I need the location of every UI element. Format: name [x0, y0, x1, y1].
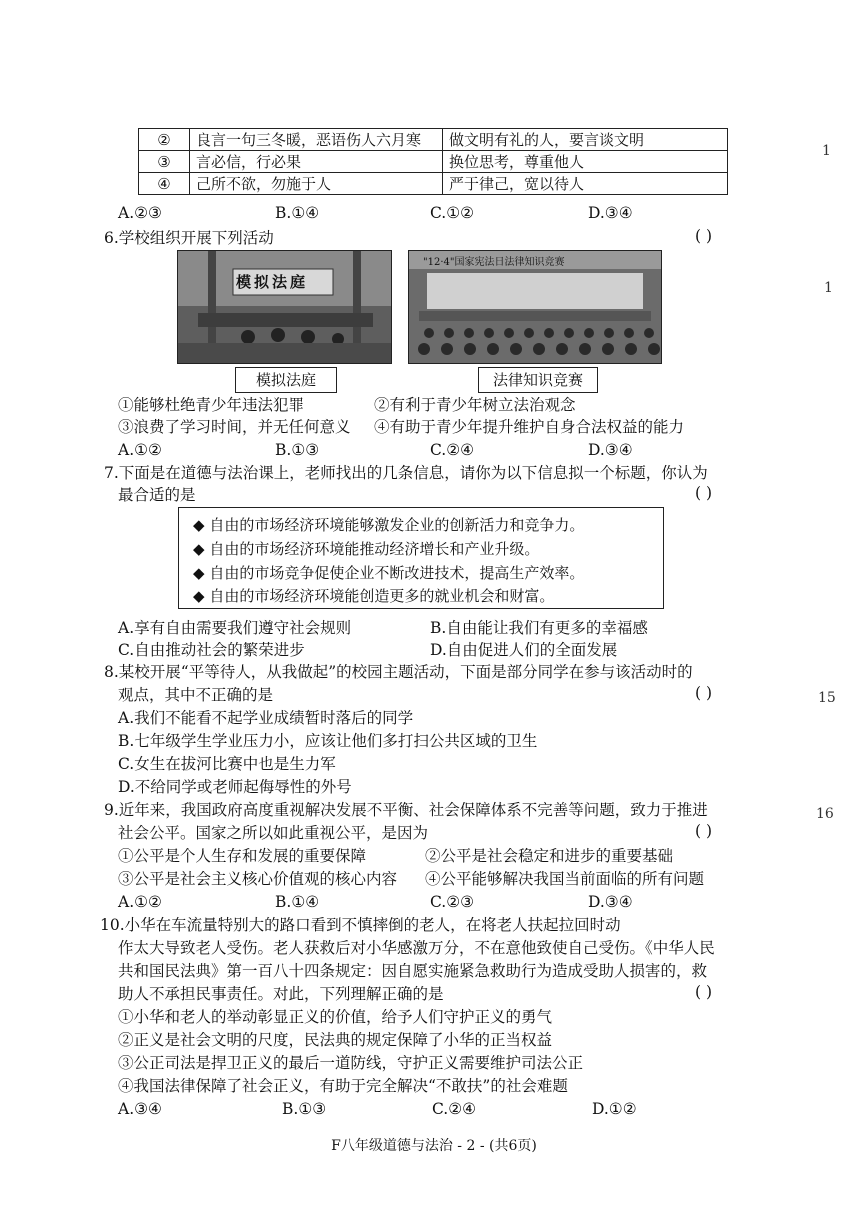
- q8-stem-line2: 观点，其中不正确的是: [118, 686, 274, 704]
- option-d: D.③④: [588, 441, 633, 459]
- q10-statement-1: ①小华和老人的举动彰显正义的价值，给予人们守护正义的勇气: [118, 1008, 553, 1026]
- q7-stem-line1: 7.下面是在道德与法治课上，老师找出的几条信息，请你为以下信息拟一个标题，你认为: [104, 464, 708, 482]
- q9-statement-3: ③公平是社会主义核心价值观的核心内容: [118, 870, 398, 888]
- q7-answer-paren: ( ): [695, 484, 713, 502]
- page-footer: F八年级道德与法治 - 2 - (共6页): [331, 1138, 537, 1154]
- q8-stem-line1: 8.某校开展“平等待人，从我做起”的校园主题活动，下面是部分同学在参与该活动时的: [104, 663, 693, 681]
- q6-stem: 6.学校组织开展下列活动: [104, 229, 274, 247]
- q7-stem-line2: 最合适的是: [118, 486, 196, 504]
- table-row: ③ 言必信，行必果 换位思考，尊重他人: [139, 151, 728, 173]
- option-a: A.享有自由需要我们遵守社会规则: [118, 619, 352, 637]
- option-c: C.②④: [430, 441, 475, 459]
- diamond-bullet-icon: ◆: [193, 564, 210, 582]
- q9-statement-2: ②公平是社会稳定和进步的重要基础: [425, 847, 674, 865]
- q9-answer-paren: ( ): [695, 822, 713, 840]
- q10-stem-line1: 10.小华在车流量特别大的路口看到不慎摔倒的老人，在将老人扶起拉回时动: [100, 916, 621, 934]
- q10-statement-2: ②正义是社会文明的尺度，民法典的规定保障了小华的正当权益: [118, 1031, 553, 1049]
- option-a: A.①②: [118, 441, 162, 459]
- option-d: D.①②: [592, 1100, 637, 1118]
- diamond-bullet-icon: ◆: [193, 516, 210, 534]
- q10-statement-3: ③公正司法是捍卫正义的最后一道防线，守护正义需要维护司法公正: [118, 1054, 584, 1072]
- option-c: C.②③: [430, 893, 475, 911]
- q10-stem-line4: 助人不承担民事责任。对此，下列理解正确的是: [118, 985, 444, 1003]
- option-a: A.②③: [118, 204, 162, 222]
- contest-banner: "12·4"国家宪法日法律知识竞赛: [423, 257, 565, 268]
- q6-statement-1: ①能够杜绝青少年违法犯罪: [118, 396, 305, 414]
- option-d: D.不给同学或老师起侮辱性的外号: [118, 778, 352, 796]
- q6-statement-3: ③浪费了学习时间，并无任何意义: [118, 418, 351, 436]
- option-b: B.七年级学生学业压力小，应该让他们多打扫公共区域的卫生: [118, 732, 538, 750]
- q9-statement-1: ①公平是个人生存和发展的重要保障: [118, 847, 367, 865]
- q6-statement-4: ④有助于青少年提升维护自身合法权益的能力: [374, 418, 685, 436]
- option-b: B.①③: [282, 1100, 327, 1118]
- q10-stem-line3: 共和国民法典》第一百八十四条规定：因自愿实施紧急救助行为造成受助人损害的，救: [118, 962, 708, 980]
- q10-stem-line2: 作太大导致老人受伤。老人获救后对小华感激万分，不在意他致使自己受伤。《中华人民: [118, 939, 715, 957]
- diamond-bullet-icon: ◆: [193, 540, 210, 558]
- caption-mock-court: 模拟法庭: [235, 367, 337, 393]
- option-a: A.我们不能看不起学业成绩暂时落后的同学: [118, 709, 414, 727]
- option-b: B.①④: [275, 204, 320, 222]
- q9-stem-line2: 社会公平。国家之所以如此重视公平，是因为: [118, 824, 429, 842]
- option-d: D.③④: [588, 893, 633, 911]
- option-a: A.①②: [118, 893, 162, 911]
- q8-answer-paren: ( ): [695, 684, 713, 702]
- edge-mark: 16: [816, 806, 834, 822]
- table-row: ② 良言一句三冬暖，恶语伤人六月寒 做文明有礼的人，要言谈文明: [139, 129, 728, 151]
- mock-court-photo: [177, 250, 392, 364]
- q9-statement-4: ④公平能够解决我国当前面临的所有问题: [425, 870, 705, 888]
- law-contest-photo: [408, 250, 662, 364]
- option-c: C.②④: [432, 1100, 477, 1118]
- option-c: C.女生在拔河比赛中也是生力军: [118, 755, 336, 773]
- q10-answer-paren: ( ): [695, 983, 713, 1001]
- edge-mark: 1: [824, 280, 833, 296]
- option-c: C.①②: [430, 204, 475, 222]
- caption-law-contest: 法律知识竞赛: [478, 367, 598, 393]
- option-d: D.自由促进人们的全面发展: [430, 641, 618, 659]
- q6-statement-2: ②有利于青少年树立法治观念: [374, 396, 576, 414]
- table-row: ④ 己所不欲，勿施于人 严于律己，宽以待人: [139, 173, 728, 195]
- mock-court-illustration: [178, 251, 391, 363]
- option-b: B.①③: [275, 441, 320, 459]
- edge-mark: 15: [818, 690, 836, 706]
- mock-court-sign: 模拟法庭: [236, 273, 309, 291]
- option-d: D.③④: [588, 204, 633, 222]
- diamond-bullet-icon: ◆: [193, 587, 210, 605]
- edge-mark: 1: [822, 143, 831, 159]
- option-a: A.③④: [118, 1100, 162, 1118]
- option-b: B.自由能让我们有更多的幸福感: [430, 619, 648, 637]
- q7-info-box: ◆ 自由的市场经济环境能够激发企业的创新活力和竞争力。 ◆ 自由的市场经济环境能推动经济增长和产业升级。 ◆ 自由的市场竞争促使企业不断改进技术，提高生产效率。 ◆ 自由的市场经济环境能创造更多的就业机会和财富。: [178, 507, 664, 609]
- q6-answer-paren: ( ): [695, 227, 713, 245]
- q10-statement-4: ④我国法律保障了社会正义，有助于完全解决“不敢扶”的社会难题: [118, 1077, 568, 1095]
- option-b: B.①④: [275, 893, 320, 911]
- idiom-table: [138, 128, 728, 195]
- option-c: C.自由推动社会的繁荣进步: [118, 641, 305, 659]
- q9-stem-line1: 9.近年来，我国政府高度重视解决发展不平衡、社会保障体系不完善等问题，致力于推进: [104, 801, 708, 819]
